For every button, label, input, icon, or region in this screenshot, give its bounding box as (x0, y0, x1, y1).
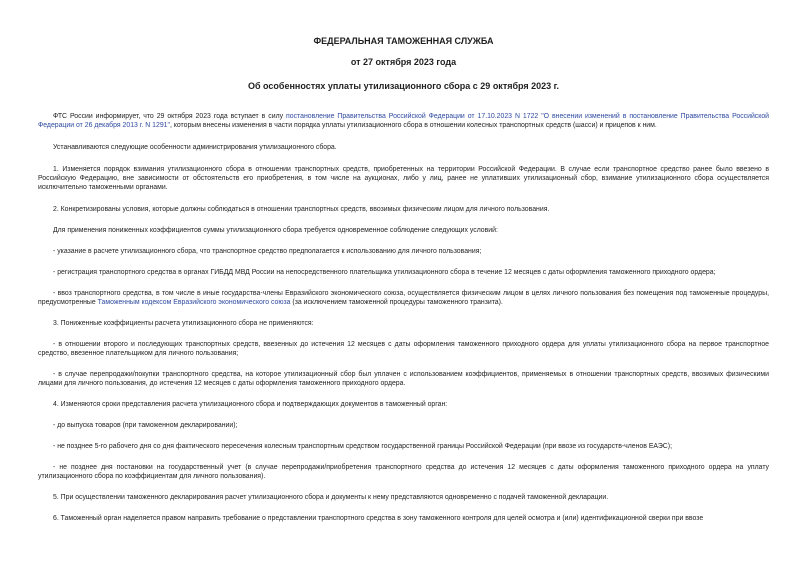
intro-text-end: , которым внесены изменения в части порядка уплаты утилизационного сбора в отношении колесных транспортных средств (шасси) и прицепов к ним. (169, 122, 657, 129)
paragraph-item-1: 1. Изменяется порядок взимания утилизационного сбора в отношении транспортных средств, приобретенных на территории Российской Федерации. В случае если транспортное средство ранее было ввезено в Российскую Федерацию, вне зависимости от обстоятельств его приобретения, в том числе на аукционах, либо у лиц, ранее не уплативших утилизационный сбор, взимание утилизационного сбора осуществляется исключительно таможенными органами. (38, 166, 769, 191)
document-body (38, 112, 769, 523)
exception-resale: - в случае перепродажи/покупки транспортного средства, на которое утилизационный сбор был уплачен с использованием коэффициентов, применяемых в отношении транспортных средств, ввозимых физическими лицами для личного пользования, до истечения 12 месяцев с даты оформления таможенного приходного ордера. (38, 371, 769, 387)
customs-code-link[interactable]: Таможенным кодексом Евразийского экономического союза (97, 299, 291, 306)
condition-personal-use: - указание в расчете утилизационного сбора, что транспортное средство предполагается к использованию для личного пользования; (53, 248, 482, 255)
paragraph-item-2: 2. Конкретизированы условия, которые должны соблюдаться в отношении транспортных средств, ввозимых физическим лицом для личного пользования. (53, 206, 550, 213)
import-text-start: - ввоз транспортного средства, в том числе в иные государства-члены Евразийского экономического союза, осуществляется физическим лицом в целях личного пользования без помещения под таможенные процедуры, предусмотренные (38, 290, 769, 306)
paragraph-item-3: 3. Пониженные коэффициенты расчета утилизационного сбора не применяются: (53, 320, 314, 327)
paragraph-item-6: 6. Таможенный орган наделяется правом направить требование о представлении транспортного средства в зону таможенного контроля для целей осмотра и (или) идентификационной сверки при ввозе (53, 515, 704, 522)
deadline-release: - до выпуска товаров (при таможенном декларировании); (53, 422, 238, 429)
paragraph-item-5: 5. При осуществлении таможенного декларирования расчет утилизационного сбора и документы к нему представляются одновременно с подачей таможенной декларации. (53, 494, 609, 501)
import-text-end: (за исключением таможенной процедуры таможенного транзита). (290, 299, 503, 306)
paragraph-item-4: 4. Изменяются сроки представления расчета утилизационного сбора и подтверждающих документов в таможенный орган: (53, 401, 448, 408)
paragraph-conditions: Для применения пониженных коэффициентов суммы утилизационного сбора требуется одновременное соблюдение следующих условий: (53, 227, 498, 234)
deadline-registration: - не позднее дня постановки на государственный учет (в случае перепродажи/приобретения транспортного средства до истечения 12 месяцев с даты оформления таможенного приходного ордера на уплату утилизационного сбора по коэффициентам для личного пользования). (38, 464, 769, 480)
government-decree-link[interactable]: постановление Правительства Российской Федерации от 17.10.2023 N 1722 "О внесении изменений в постановление Правительства Российской Федерации от 26 декабря 2013 г. N 1291" (38, 113, 770, 129)
document-date: от 27 октября 2023 года (350, 57, 457, 67)
condition-registration: - регистрация транспортного средства в органах ГИБДД МВД России на непосредственного плательщика утилизационного сбора в течение 12 месяцев с даты оформления таможенного приходного ордера; (53, 269, 716, 276)
deadline-border-crossing: - не позднее 5-го рабочего дня со дня фактического пересечения колесным транспортным средством государственной границы Российской Федерации (при ввозе из государств-членов ЕАЭС); (53, 443, 672, 450)
document-title: Об особенностях уплаты утилизационного сбора с 29 октября 2023 г. (247, 81, 560, 91)
agency-heading: ФЕДЕРАЛЬНАЯ ТАМОЖЕННАЯ СЛУЖБА (313, 36, 494, 46)
paragraph-features: Устанавливаются следующие особенности администрирования утилизационного сбора. (53, 144, 337, 151)
intro-text-start: ФТС России информирует, что 29 октября 2023 года вступает в силу (53, 113, 287, 120)
condition-import (38, 289, 769, 307)
exception-second-vehicle: - в отношении второго и последующих транспортных средств, ввезенных до истечения 12 месяцев с даты оформления таможенного приходного ордера для уплаты утилизационного сбора на первое транспортное средство, ввезенное плательщиком для личного пользования; (38, 341, 769, 357)
paragraph-intro (38, 112, 769, 130)
